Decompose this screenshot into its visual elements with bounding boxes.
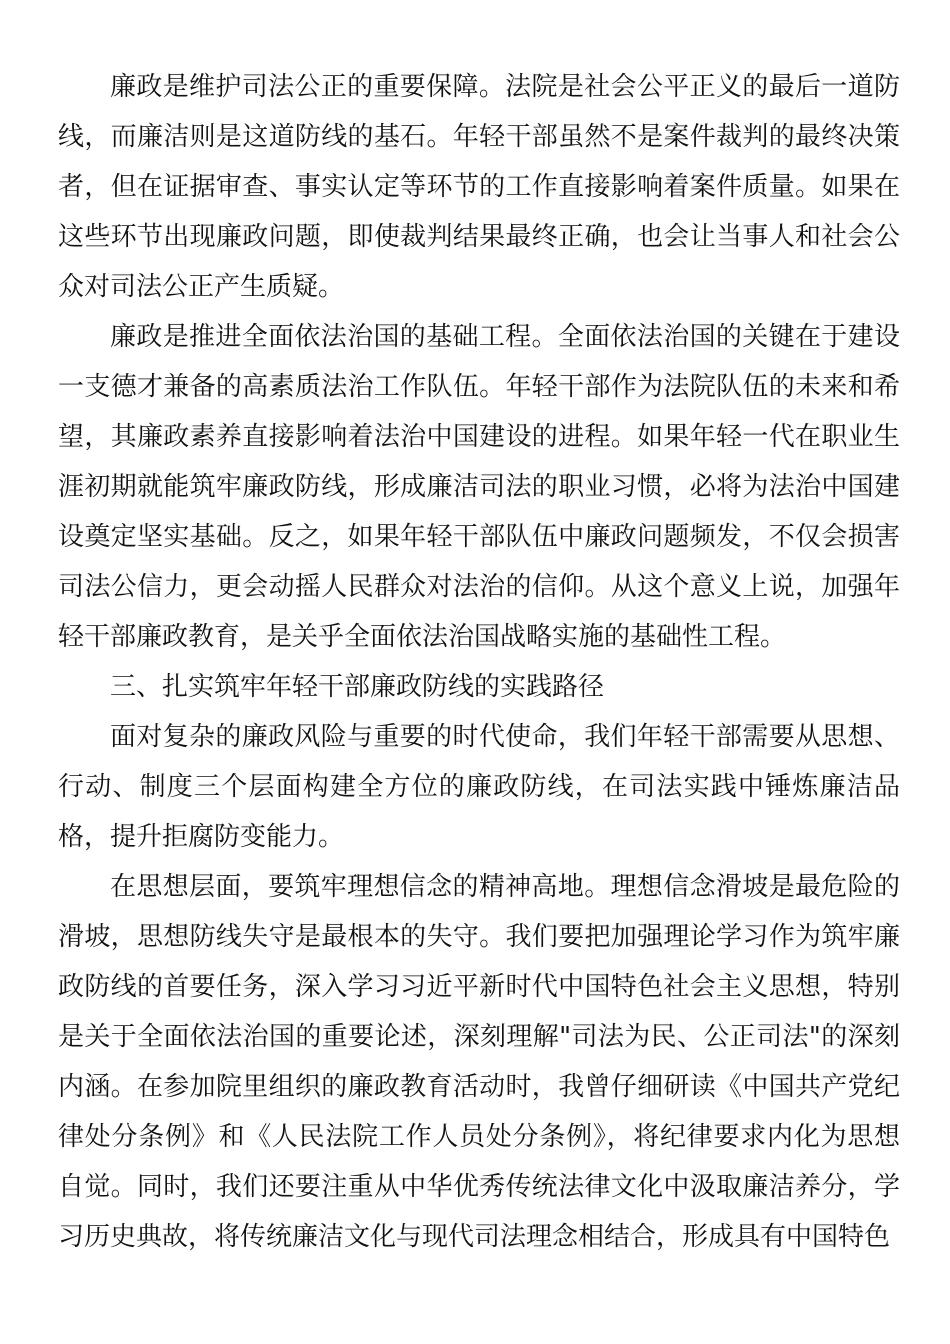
paragraph-judicial-fairness: 廉政是维护司法公正的重要保障。法院是社会公平正义的最后一道防线，而廉洁则是这道防线的基石。年轻干部虽然不是案件裁判的最终决策者，但在证据审查、事实认定等环节的工作直接影响着案件质量。如果在这些环节出现廉政问题，即使裁判结果最终正确，也会让当事人和社会公众对司法公正产生质疑。 [58, 72, 900, 302]
paragraph-three-levels: 面对复杂的廉政风险与重要的时代使命，我们年轻干部需要从思想、行动、制度三个层面构建全方位的廉政防线，在司法实践中锤炼廉洁品格，提升拒腐防变能力。 [58, 722, 900, 852]
paragraph-rule-of-law: 廉政是推进全面依法治国的基础工程。全面依法治国的关键在于建设一支德才兼备的高素质法治工作队伍。年轻干部作为法院队伍的未来和希望，其廉政素养直接影响着法治中国建设的进程。如果年轻一代在职业生涯初期就能筑牢廉政防线，形成廉洁司法的职业习惯，必将为法治中国建设奠定坚实基础。反之，如果年轻干部队伍中廉政问题频发，不仅会损害司法公信力，更会动摇人民群众对法治的信仰。从这个意义上说，加强年轻干部廉政教育，是关乎全面依法治国战略实施的基础性工程。 [58, 322, 900, 652]
document-page [58, 62, 900, 1262]
paragraph-ideological-level: 在思想层面，要筑牢理想信念的精神高地。理想信念滑坡是最危险的滑坡，思想防线失守是最根本的失守。我们要把加强理论学习作为筑牢廉政防线的首要任务，深入学习习近平新时代中国特色社会主义思想，特别是关于全面依法治国的重要论述，深刻理解"司法为民、公正司法"的深刻内涵。在参加院里组织的廉政教育活动时，我曾仔细研读《中国共产党纪律处分条例》和《人民法院工作人员处分条例》，将纪律要求内化为思想自觉。同时，我们还要注重从中华优秀传统法律文化中汲取廉洁养分，学习历史典故，将传统廉洁文化与现代司法理念相结合，形成具有中国特色 [58, 872, 900, 1252]
section-heading: 三、扎实筑牢年轻干部廉政防线的实践路径 [110, 672, 605, 702]
